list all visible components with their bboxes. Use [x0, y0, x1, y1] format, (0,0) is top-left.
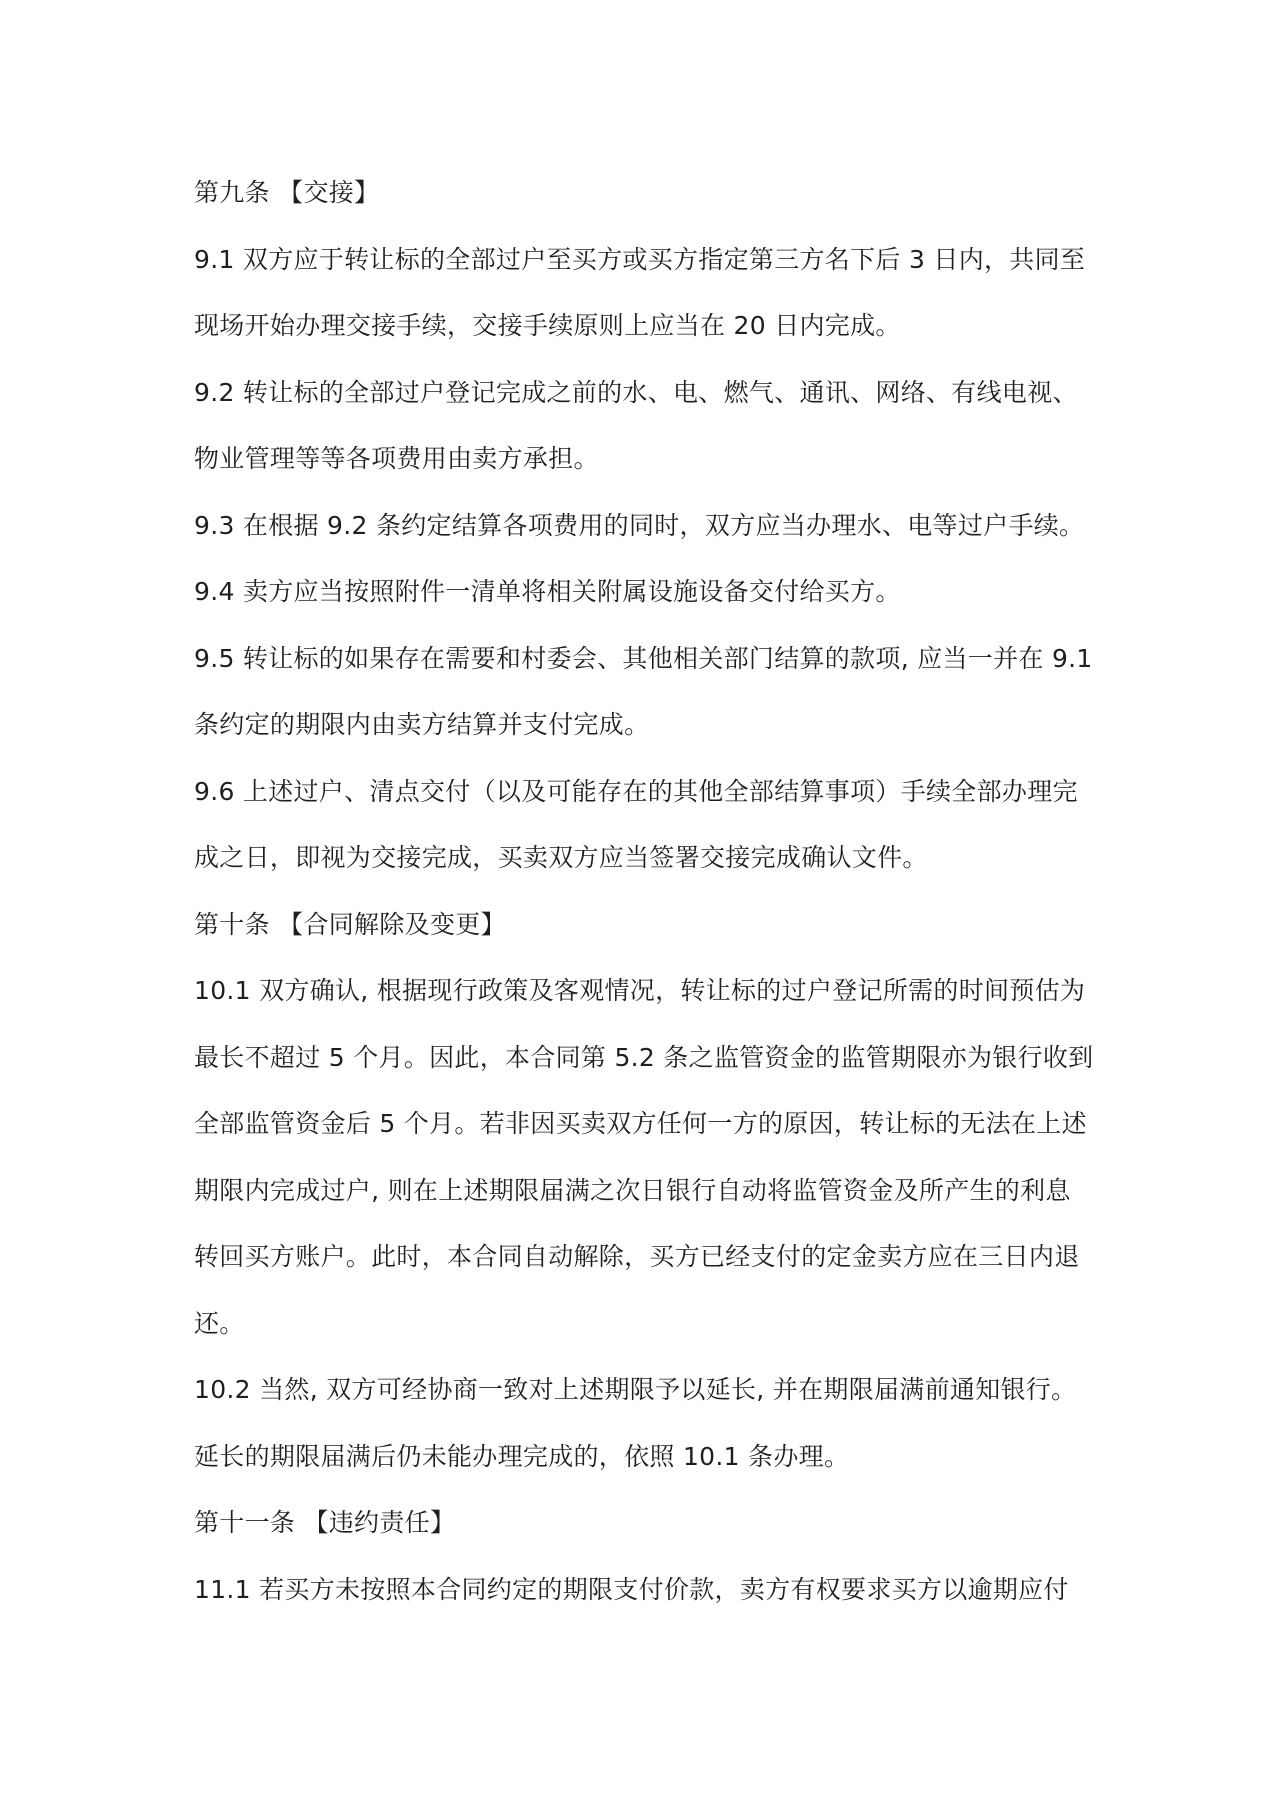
clause-9-1-line-1: 9.1 双方应于转让标的全部过户至买方或买方指定第三方名下后 3 日内，共同至	[194, 244, 1086, 274]
section-heading-10: 第十条 【合同解除及变更】	[194, 909, 506, 939]
clause-9-3: 9.3 在根据 9.2 条约定结算各项费用的同时，双方应当办理水、电等过户手续。	[194, 510, 1085, 540]
clause-10-1-line-5: 转回买方账户。此时，本合同自动解除，买方已经支付的定金卖方应在三日内退	[194, 1242, 1080, 1271]
clause-11-1-line-1: 11.1 若买方未按照本合同约定的期限支付价款，卖方有权要求买方以逾期应付	[194, 1574, 1069, 1604]
clause-10-1-line-6: 还。	[194, 1308, 245, 1338]
clause-9-2-line-2: 物业管理等等各项费用由卖方承担。	[194, 444, 599, 473]
document-body	[194, 160, 1094, 1623]
clause-10-2-line-2: 延长的期限届满后仍未能办理完成的，依照 10.1 条办理。	[194, 1441, 850, 1471]
clause-9-5-line-2: 条约定的期限内由卖方结算并支付完成。	[194, 710, 650, 739]
clause-9-2-line-1: 9.2 转让标的全部过户登记完成之前的水、电、燃气、通讯、网络、有线电视、	[194, 377, 1078, 407]
section-heading-11: 第十一条 【违约责任】	[194, 1508, 456, 1537]
clause-10-2-line-1: 10.2 当然, 双方可经协商一致对上述期限予以延长, 并在期限届满前通知银行。	[194, 1375, 1077, 1404]
clause-9-5-line-1: 9.5 转让标的如果存在需要和村委会、其他相关部门结算的款项, 应当一并在 9.1	[194, 643, 1093, 673]
clause-10-1-line-2: 最长不超过 5 个月。因此，本合同第 5.2 条之监管资金的监管期限亦为银行收到	[194, 1042, 1094, 1072]
clause-9-6-line-1: 9.6 上述过户、清点交付（以及可能存在的其他全部结算事项）手续全部办理完	[194, 776, 1078, 806]
clause-10-1-line-3: 全部监管资金后 5 个月。若非因买卖双方任何一方的原因，转让标的无法在上述	[194, 1109, 1087, 1138]
clause-9-4: 9.4 卖方应当按照附件一清单将相关附属设施设备交付给买方。	[194, 577, 901, 606]
clause-9-6-line-2: 成之日，即视为交接完成，买卖双方应当签署交接完成确认文件。	[194, 843, 928, 872]
section-heading-9: 第九条 【交接】	[194, 178, 380, 207]
clause-9-1-line-2: 现场开始办理交接手续，交接手续原则上应当在 20 日内完成。	[194, 311, 901, 340]
clause-10-1-line-4: 期限内完成过户, 则在上述期限届满之次日银行自动将监管资金及所产生的利息	[194, 1175, 1071, 1205]
clause-10-1-line-1: 10.1 双方确认, 根据现行政策及客观情况，转让标的过户登记所需的时间预估为	[194, 976, 1086, 1005]
